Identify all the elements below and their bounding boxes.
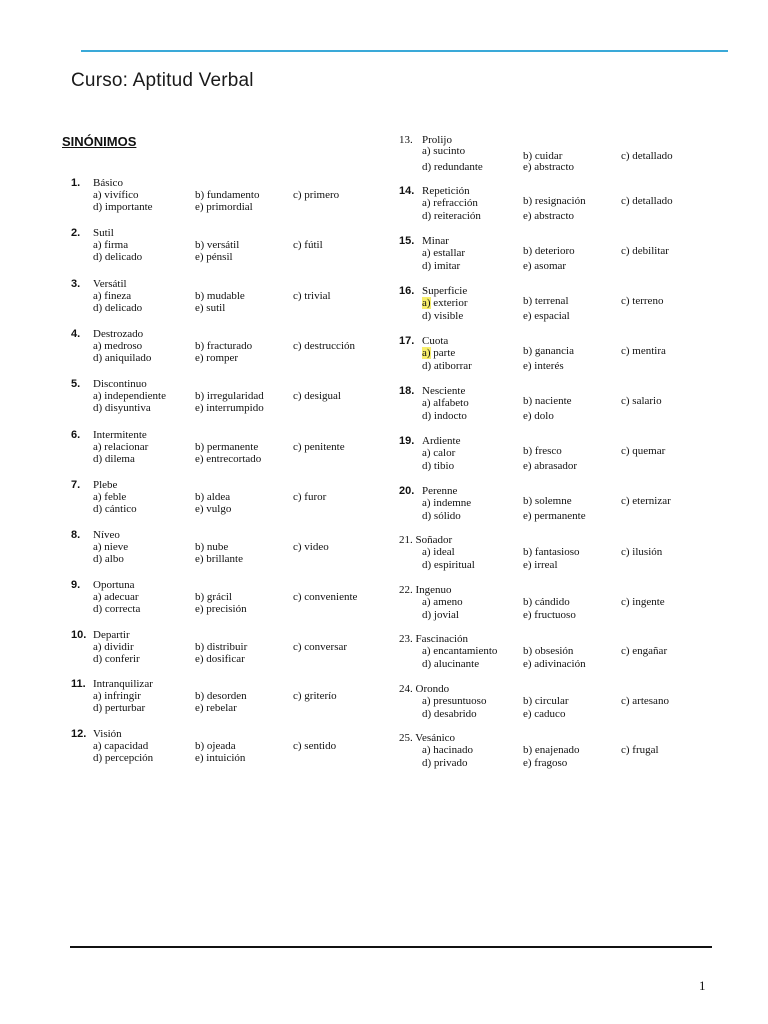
option-e: e) fragoso <box>523 757 568 769</box>
option-e: e) abrasador <box>523 460 578 472</box>
option-d: d) cántico <box>93 503 137 515</box>
option-a: a) vivífico <box>93 189 139 201</box>
question-12 <box>71 728 371 768</box>
option-e: e) dosificar <box>195 653 245 665</box>
option-c: c) frugal <box>621 744 659 756</box>
option-a: a) encantamiento <box>422 645 498 657</box>
question-number: 15. <box>399 235 415 247</box>
question-13 <box>399 134 719 174</box>
option-b: b) nube <box>195 541 229 553</box>
question-7 <box>71 479 371 519</box>
option-d: d) correcta <box>93 603 141 615</box>
option-b: b) obsesión <box>523 645 574 657</box>
header-rule <box>81 50 728 52</box>
option-c: c) salario <box>621 395 662 407</box>
question-word: Repetición <box>422 185 470 197</box>
option-c: c) primero <box>293 189 340 201</box>
option-c: c) mentira <box>621 345 666 357</box>
option-e: e) espacial <box>523 310 570 322</box>
question-number: 19. <box>399 435 415 447</box>
question-number-word: 24. Orondo <box>399 683 450 695</box>
option-e: e) intuición <box>195 752 246 764</box>
question-word: Destrozado <box>93 328 144 340</box>
question-number: 1. <box>71 177 81 189</box>
question-number: 2. <box>71 227 81 239</box>
option-e: e) asomar <box>523 260 567 272</box>
option-b: b) distribuir <box>195 641 248 653</box>
question-22 <box>399 584 719 624</box>
option-e: e) caduco <box>523 708 566 720</box>
option-e: e) abstracto <box>523 210 574 222</box>
question-9 <box>71 579 371 619</box>
question-number: 6. <box>71 429 81 441</box>
question-2 <box>71 227 371 267</box>
option-c: c) griterío <box>293 690 337 702</box>
option-d: d) perturbar <box>93 702 146 714</box>
question-25 <box>399 732 719 772</box>
question-16 <box>399 285 719 325</box>
option-c: c) ilusión <box>621 546 663 558</box>
option-b: b) irregularidad <box>195 390 264 402</box>
option-c: c) detallado <box>621 195 673 207</box>
option-c: c) fútil <box>293 239 323 251</box>
option-a: a) fineza <box>93 290 132 302</box>
question-number: 14. <box>399 185 415 197</box>
option-a: a) medroso <box>93 340 143 352</box>
question-10 <box>71 629 371 669</box>
option-d: d) conferir <box>93 653 140 665</box>
highlighted-answer: a) <box>422 347 431 359</box>
question-word: Cuota <box>422 335 449 347</box>
question-word: Níveo <box>93 529 120 541</box>
option-e: e) sutil <box>195 302 226 314</box>
page-title: Curso: Aptitud Verbal <box>71 70 254 91</box>
option-e: e) adivinación <box>523 658 586 670</box>
question-18 <box>399 385 719 425</box>
option-d: d) alucinante <box>422 658 480 670</box>
option-a-text: exterior <box>430 297 468 309</box>
option-d: d) jovial <box>422 609 459 621</box>
question-3 <box>71 278 371 318</box>
option-b: b) circular <box>523 695 569 707</box>
option-d: d) importante <box>93 201 153 213</box>
option-a <box>422 347 455 360</box>
option-c: c) quemar <box>621 445 666 457</box>
question-14 <box>399 185 719 225</box>
question-11 <box>71 678 371 718</box>
option-b: b) solemne <box>523 495 572 507</box>
option-d: d) aniquilado <box>93 352 152 364</box>
question-4 <box>71 328 371 368</box>
question-word: Sutil <box>93 227 114 239</box>
option-d: d) albo <box>93 553 124 565</box>
option-a: a) hacinado <box>422 744 473 756</box>
question-word: Plebe <box>93 479 118 491</box>
option-b: b) terrenal <box>523 295 569 307</box>
option-c: c) desigual <box>293 390 341 402</box>
option-c: c) trivial <box>293 290 331 302</box>
option-a <box>422 297 468 310</box>
question-number: 8. <box>71 529 81 541</box>
option-b: b) ganancia <box>523 345 574 357</box>
question-number: 18. <box>399 385 415 397</box>
section-title: SINÓNIMOS <box>62 134 137 149</box>
question-number: 20. <box>399 485 415 497</box>
question-number: 17. <box>399 335 415 347</box>
highlighted-answer: a) <box>422 297 431 309</box>
option-c: c) debilitar <box>621 245 669 257</box>
question-number-word: 25. Vesánico <box>399 732 456 744</box>
option-a: a) infringir <box>93 690 141 702</box>
option-d: d) redundante <box>422 161 483 173</box>
option-d: d) percepción <box>93 752 154 764</box>
option-d: d) delicado <box>93 251 143 263</box>
option-a-text: parte <box>430 347 456 359</box>
option-c: c) detallado <box>621 150 673 162</box>
option-e: e) irreal <box>523 559 558 571</box>
option-c: c) engañar <box>621 645 668 657</box>
option-e: e) interés <box>523 360 564 372</box>
option-a: a) feble <box>93 491 127 503</box>
option-e: e) entrecortado <box>195 453 262 465</box>
option-d: d) atiborrar <box>422 360 472 372</box>
option-b: b) resignación <box>523 195 586 207</box>
question-number: 13. <box>399 134 413 146</box>
question-number: 10. <box>71 629 87 641</box>
question-24 <box>399 683 719 723</box>
option-d: d) disyuntiva <box>93 402 151 414</box>
option-b: b) cándido <box>523 596 570 608</box>
option-b: b) fresco <box>523 445 562 457</box>
question-number-word: 21. Soñador <box>399 534 453 546</box>
option-a: a) presuntuoso <box>422 695 487 707</box>
question-8 <box>71 529 371 569</box>
option-d: d) reiteración <box>422 210 481 222</box>
option-d: d) sólido <box>422 510 461 522</box>
question-word: Prolijo <box>422 134 452 146</box>
option-a: a) sucinto <box>422 145 466 157</box>
option-a: a) ideal <box>422 546 455 558</box>
option-a: a) independiente <box>93 390 166 402</box>
option-a: a) indemne <box>422 497 472 509</box>
footer-rule <box>70 946 712 948</box>
question-word: Minar <box>422 235 449 247</box>
option-e: e) primordial <box>195 201 253 213</box>
option-e: e) vulgo <box>195 503 232 515</box>
option-d: d) privado <box>422 757 468 769</box>
question-number: 9. <box>71 579 81 591</box>
question-17 <box>399 335 719 375</box>
question-20 <box>399 485 719 525</box>
option-b: b) deterioro <box>523 245 575 257</box>
option-b: b) enajenado <box>523 744 580 756</box>
option-e: e) interrumpido <box>195 402 264 414</box>
option-d: d) espiritual <box>422 559 475 571</box>
question-word: Ardiente <box>422 435 461 447</box>
option-c: c) destrucción <box>293 340 355 352</box>
option-e: e) romper <box>195 352 239 364</box>
question-number: 5. <box>71 378 81 390</box>
option-c: c) conversar <box>293 641 348 653</box>
option-a: a) estallar <box>422 247 466 259</box>
option-e: e) fructuoso <box>523 609 576 621</box>
question-6 <box>71 429 371 469</box>
option-a: a) capacidad <box>93 740 149 752</box>
question-word: Versátil <box>93 278 127 290</box>
option-a: a) calor <box>422 447 456 459</box>
question-word: Visión <box>93 728 122 740</box>
question-number: 16. <box>399 285 415 297</box>
question-word: Oportuna <box>93 579 135 591</box>
option-c: c) artesano <box>621 695 669 707</box>
question-5 <box>71 378 371 418</box>
question-number-word: 23. Fascinación <box>399 633 469 645</box>
question-number: 7. <box>71 479 81 491</box>
option-d: d) delicado <box>93 302 143 314</box>
option-c: c) sentido <box>293 740 337 752</box>
question-1 <box>71 177 371 217</box>
page-number: 1 <box>699 978 706 993</box>
option-c: c) eternizar <box>621 495 671 507</box>
option-b: b) permanente <box>195 441 259 453</box>
option-a: a) ameno <box>422 596 463 608</box>
option-b: b) fracturado <box>195 340 253 352</box>
option-a: a) refracción <box>422 197 478 209</box>
question-number: 3. <box>71 278 81 290</box>
option-b: b) fantasioso <box>523 546 580 558</box>
question-19 <box>399 435 719 475</box>
option-c: c) furor <box>293 491 327 503</box>
option-e: e) permanente <box>523 510 586 522</box>
option-b: b) grácil <box>195 591 232 603</box>
question-15 <box>399 235 719 275</box>
option-d: d) visible <box>422 310 464 322</box>
question-21 <box>399 534 719 574</box>
option-c: c) penitente <box>293 441 345 453</box>
option-a: a) alfabeto <box>422 397 469 409</box>
question-number: 11. <box>71 678 86 690</box>
question-word: Departir <box>93 629 130 641</box>
option-b: b) mudable <box>195 290 245 302</box>
option-e: e) brillante <box>195 553 243 565</box>
option-c: c) terreno <box>621 295 664 307</box>
option-e: e) rebelar <box>195 702 237 714</box>
question-word: Intranquilizar <box>93 678 153 690</box>
option-e: e) abstracto <box>523 161 574 173</box>
question-number-word: 22. Ingenuo <box>399 584 452 596</box>
option-b: b) cuidar <box>523 150 563 162</box>
option-a: a) dividir <box>93 641 134 653</box>
question-word: Perenne <box>422 485 458 497</box>
option-b: b) ojeada <box>195 740 236 752</box>
option-a: a) adecuar <box>93 591 139 603</box>
option-b: b) naciente <box>523 395 572 407</box>
option-b: b) fundamento <box>195 189 260 201</box>
option-e: e) dolo <box>523 410 554 422</box>
option-d: d) tibio <box>422 460 455 472</box>
question-word: Superficie <box>422 285 468 297</box>
question-number: 12. <box>71 728 87 740</box>
option-e: e) precisión <box>195 603 247 615</box>
question-number: 4. <box>71 328 81 340</box>
option-d: d) dilema <box>93 453 135 465</box>
question-word: Intermitente <box>93 429 147 441</box>
option-a: a) nieve <box>93 541 129 553</box>
question-23 <box>399 633 719 673</box>
option-b: b) versátil <box>195 239 240 251</box>
option-b: b) desorden <box>195 690 247 702</box>
option-c: c) ingente <box>621 596 665 608</box>
option-d: d) imitar <box>422 260 461 272</box>
option-b: b) aldea <box>195 491 231 503</box>
option-a: a) firma <box>93 239 129 251</box>
option-e: e) pénsil <box>195 251 233 263</box>
question-word: Discontinuo <box>93 378 147 390</box>
option-c: c) conveniente <box>293 591 358 603</box>
option-a: a) relacionar <box>93 441 149 453</box>
question-word: Nesciente <box>422 385 466 397</box>
option-c: c) video <box>293 541 329 553</box>
question-word: Básico <box>93 177 123 189</box>
option-d: d) indocto <box>422 410 467 422</box>
option-d: d) desabrido <box>422 708 477 720</box>
